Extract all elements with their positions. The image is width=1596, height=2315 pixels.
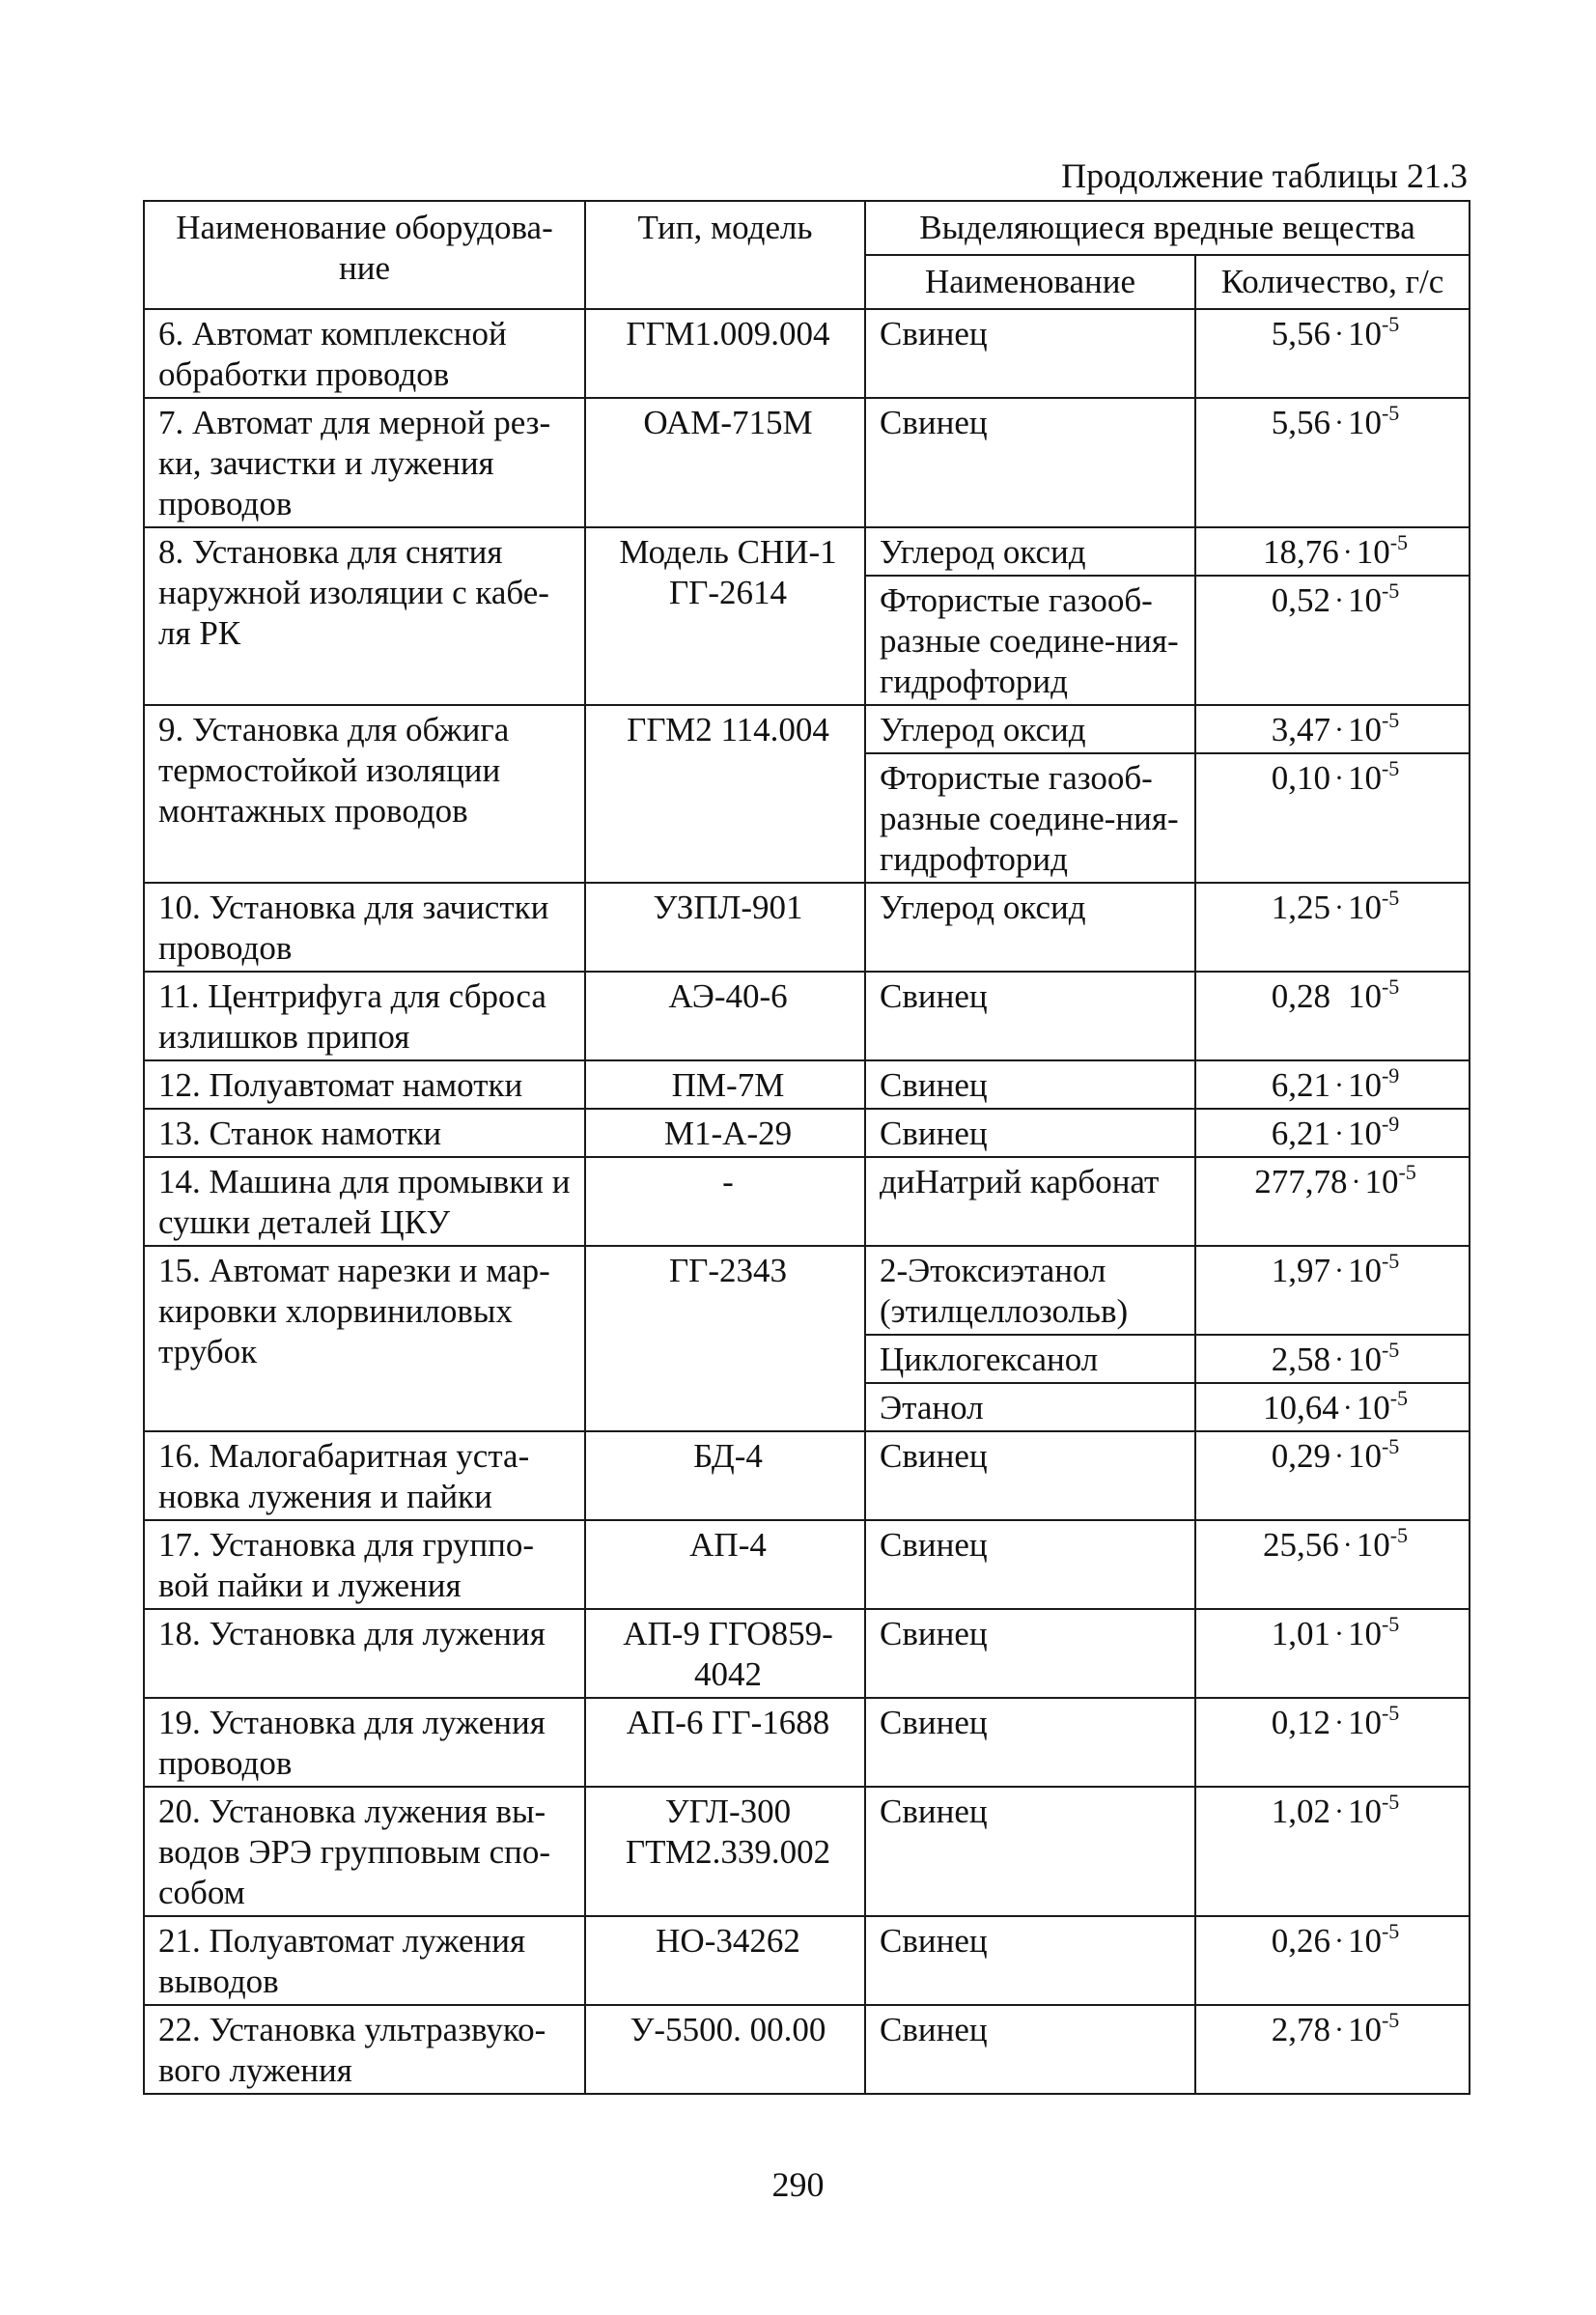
quantity-exponent: -5 [1381,312,1400,336]
equipment-cell: 12. Полуавтомат намотки [144,1060,585,1109]
multiply-dot: · [1342,1392,1353,1424]
quantity-exponent: -5 [1381,886,1400,910]
quantity-mantissa: 5,56 [1271,315,1330,353]
quantity-cell [1195,1431,1470,1520]
quantity-mantissa: 3,47 [1271,711,1330,748]
quantity-cell [1195,1383,1470,1431]
table-row [144,1787,1470,1916]
quantity-mantissa: 1,01 [1271,1615,1330,1652]
quantity-exponent: -9 [1381,1063,1400,1087]
quantity-mantissa: 0,12 [1271,1704,1330,1741]
substance-name-cell: Циклогексанол [865,1335,1195,1383]
substance-name-cell: Свинец [865,1520,1195,1609]
quantity-mantissa: 1,97 [1271,1252,1330,1289]
quantity-exponent: -5 [1381,708,1400,732]
table-row [144,398,1470,527]
power-base: 10 [1356,1389,1390,1426]
quantity-exponent: -5 [1389,1386,1409,1410]
equipment-cell: 21. Полуавтомат лужения выводов [144,1916,585,2005]
model-cell: БД-4 [585,1431,865,1520]
substance-name-cell: Свинец [865,1060,1195,1109]
table-row [144,1060,1470,1109]
power-base: 10 [1347,977,1382,1015]
quantity-cell [1195,705,1470,753]
table-row [144,309,1470,398]
substance-name-cell: Свинец [865,1609,1195,1698]
table-row [144,972,1470,1060]
table-row [144,2005,1470,2094]
multiply-dot: · [1333,1343,1344,1375]
substance-name-cell: Свинец [865,1916,1195,2005]
equipment-cell: 15. Автомат нарезки и мар-кировки хлорвиниловых трубок [144,1246,585,1431]
quantity-exponent: -5 [1381,1434,1400,1458]
table-row [144,883,1470,972]
quantity-mantissa: 6,21 [1271,1115,1330,1152]
power-base: 10 [1347,711,1382,748]
equipment-cell: 14. Машина для промывки и сушки деталей ЦКУ [144,1157,585,1246]
quantity-cell [1195,1520,1470,1609]
quantity-cell [1195,1157,1470,1246]
quantity-mantissa: 10,64 [1262,1389,1339,1426]
quantity-exponent: -5 [1389,530,1409,554]
multiply-dot: · [1333,714,1344,746]
equipment-cell: 20. Установка лужения вы-водов ЭРЭ групповым спо-собом [144,1787,585,1916]
quantity-exponent: -5 [1381,1701,1400,1725]
power-base: 10 [1347,1252,1382,1289]
substance-name-cell: Свинец [865,972,1195,1060]
quantity-cell [1195,1109,1470,1157]
substance-name-cell: Свинец [865,1698,1195,1787]
table-row [144,705,1470,753]
equipment-cell: 19. Установка для лужения проводов [144,1698,585,1787]
table-row [144,1109,1470,1157]
equipment-cell: 13. Станок намотки [144,1109,585,1157]
model-cell: М1-А-29 [585,1109,865,1157]
equipment-cell: 11. Центрифуга для сброса излишков припоя [144,972,585,1060]
table-row [144,1609,1470,1698]
model-cell: УЗПЛ-901 [585,883,865,972]
power-base: 10 [1347,889,1382,926]
power-base: 10 [1347,1615,1382,1652]
substance-name-cell: Свинец [865,309,1195,398]
quantity-mantissa: 1,02 [1271,1793,1330,1830]
model-cell: ГГМ1.009.004 [585,309,865,398]
quantity-exponent: -5 [1381,1612,1400,1636]
quantity-exponent: -9 [1381,1112,1400,1136]
quantity-exponent: -5 [1381,401,1400,425]
power-base: 10 [1347,1115,1382,1152]
quantity-mantissa: 0,29 [1271,1437,1330,1475]
substance-name-cell: Свинец [865,398,1195,527]
quantity-cell [1195,576,1470,705]
model-cell: - [585,1157,865,1246]
quantity-cell [1195,2005,1470,2094]
header-equipment: Наименование оборудова-ние [144,201,585,309]
quantity-mantissa: 25,56 [1262,1526,1339,1564]
power-base: 10 [1347,1793,1382,1830]
power-base: 10 [1347,759,1382,797]
quantity-exponent: -5 [1381,2008,1400,2032]
multiply-dot: · [1333,1117,1344,1149]
equipment-cell: 6. Автомат комплексной обработки проводов [144,309,585,398]
quantity-cell [1195,1787,1470,1916]
equipment-cell: 17. Установка для группо-вой пайки и лужения [144,1520,585,1609]
substance-name-cell: Свинец [865,1431,1195,1520]
quantity-mantissa: 0,10 [1271,759,1330,797]
table-caption: Продолжение таблицы 21.3 [1061,156,1468,195]
header-model: Тип, модель [585,201,865,309]
table-row [144,527,1470,576]
substance-name-cell: 2-Этоксиэтанол (этилцеллозольв) [865,1246,1195,1335]
multiply-dot: · [1333,762,1344,794]
multiply-dot: · [1333,318,1344,350]
power-base: 10 [1347,1437,1382,1475]
model-cell: ГГМ2 114.004 [585,705,865,883]
power-base: 10 [1347,315,1382,353]
quantity-mantissa: 6,21 [1271,1066,1330,1104]
quantity-mantissa: 2,78 [1271,2011,1330,2048]
header-quantity: Количество, г/с [1195,255,1470,309]
quantity-mantissa: 277,78 [1254,1163,1348,1200]
quantity-cell [1195,1698,1470,1787]
table-row [144,1431,1470,1520]
quantity-exponent: -5 [1381,1790,1400,1814]
power-base: 10 [1356,1526,1390,1564]
multiply-dot: · [1333,891,1344,923]
quantity-cell [1195,398,1470,527]
multiply-dot: · [1333,2014,1344,2046]
multiply-dot: · [1351,1166,1361,1198]
table-row [144,1698,1470,1787]
quantity-mantissa: 18,76 [1262,533,1339,571]
quantity-cell [1195,527,1470,576]
multiply-dot: · [1333,1255,1344,1286]
quantity-exponent: -5 [1381,1338,1400,1362]
quantity-cell [1195,1060,1470,1109]
quantity-cell [1195,883,1470,972]
model-cell: АП-9 ГГО859-4042 [585,1609,865,1698]
power-base: 10 [1347,1922,1382,1960]
quantity-exponent: -5 [1381,974,1400,999]
equipment-cell: 18. Установка для лужения [144,1609,585,1698]
multiply-dot: · [1342,1529,1353,1561]
table-body [144,309,1470,2094]
multiply-dot: · [1342,536,1353,568]
multiply-dot: · [1333,1795,1344,1827]
power-base: 10 [1347,581,1382,619]
quantity-mantissa: 2,58 [1271,1341,1330,1378]
substance-name-cell: Фтористые газооб-разные соедине-ния-гидрофторид [865,753,1195,883]
table-row [144,1157,1470,1246]
quantity-exponent: -5 [1398,1160,1416,1184]
quantity-mantissa: 5,56 [1271,404,1330,441]
model-cell: Модель СНИ-1 ГГ-2614 [585,527,865,705]
substance-name-cell: Этанол [865,1383,1195,1431]
model-cell: УГЛ-300 ГТМ2.339.002 [585,1787,865,1916]
quantity-cell [1195,753,1470,883]
equipment-cell: 7. Автомат для мерной рез-ки, зачистки и лужения проводов [144,398,585,527]
substance-name-cell: диНатрий карбонат [865,1157,1195,1246]
equipment-cell: 8. Установка для снятия наружной изоляции с кабе-ля РК [144,527,585,705]
header-substances: Выделяющиеся вредные вещества [865,201,1470,255]
substance-name-cell: Свинец [865,1109,1195,1157]
quantity-mantissa: 0,26 [1271,1922,1330,1960]
quantity-cell [1195,972,1470,1060]
quantity-mantissa: 0,52 [1271,581,1330,619]
quantity-exponent: -5 [1381,1919,1400,1943]
quantity-cell [1195,1609,1470,1698]
power-base: 10 [1347,404,1382,441]
header-substance-name: Наименование [865,255,1195,309]
multiply-dot: · [1333,584,1344,616]
substance-name-cell: Фтористые газооб-разные соедине-ния-гидрофторид [865,576,1195,705]
multiply-dot: · [1333,1707,1344,1738]
substance-name-cell: Углерод оксид [865,883,1195,972]
quantity-mantissa: 0,28 [1271,977,1330,1015]
quantity-cell [1195,1335,1470,1383]
power-base: 10 [1347,1341,1382,1378]
quantity-exponent: -5 [1381,1249,1400,1273]
power-base: 10 [1347,2011,1382,2048]
model-cell: АЭ-40-6 [585,972,865,1060]
quantity-exponent: -5 [1381,579,1400,603]
multiply-dot: · [1333,1618,1344,1650]
substance-name-cell: Свинец [865,1787,1195,1916]
quantity-mantissa: 1,25 [1271,889,1330,926]
power-base: 10 [1347,1704,1382,1741]
quantity-exponent: -5 [1389,1523,1409,1547]
power-base: 10 [1347,1066,1382,1104]
substance-name-cell: Свинец [865,2005,1195,2094]
table-row [144,1916,1470,2005]
model-cell: ОАМ-715М [585,398,865,527]
model-cell: ПМ-7М [585,1060,865,1109]
equipment-cell: 16. Малогабаритная уста-новка лужения и пайки [144,1431,585,1520]
multiply-dot: · [1333,1440,1344,1472]
power-base: 10 [1364,1163,1399,1200]
quantity-cell [1195,309,1470,398]
quantity-cell [1195,1916,1470,2005]
equipment-cell: 22. Установка ультразвуко-вого лужения [144,2005,585,2094]
model-cell: ГГ-2343 [585,1246,865,1431]
multiply-dot: · [1333,1069,1344,1101]
table-row [144,1246,1470,1335]
substance-name-cell: Углерод оксид [865,527,1195,576]
page-number: 290 [771,2165,825,2204]
table-row [144,1520,1470,1609]
equipment-cell: 10. Установка для зачистки проводов [144,883,585,972]
multiply-dot: · [1333,1925,1344,1957]
power-base: 10 [1356,533,1390,571]
multiply-dot: · [1333,407,1344,438]
model-cell: АП-4 [585,1520,865,1609]
model-cell: НО-34262 [585,1916,865,2005]
quantity-cell [1195,1246,1470,1335]
emissions-table [143,200,1470,2095]
model-cell: АП-6 ГГ-1688 [585,1698,865,1787]
substance-name-cell: Углерод оксид [865,705,1195,753]
quantity-exponent: -5 [1381,756,1400,780]
model-cell: У-5500. 00.00 [585,2005,865,2094]
equipment-cell: 9. Установка для обжига термостойкой изоляции монтажных проводов [144,705,585,883]
